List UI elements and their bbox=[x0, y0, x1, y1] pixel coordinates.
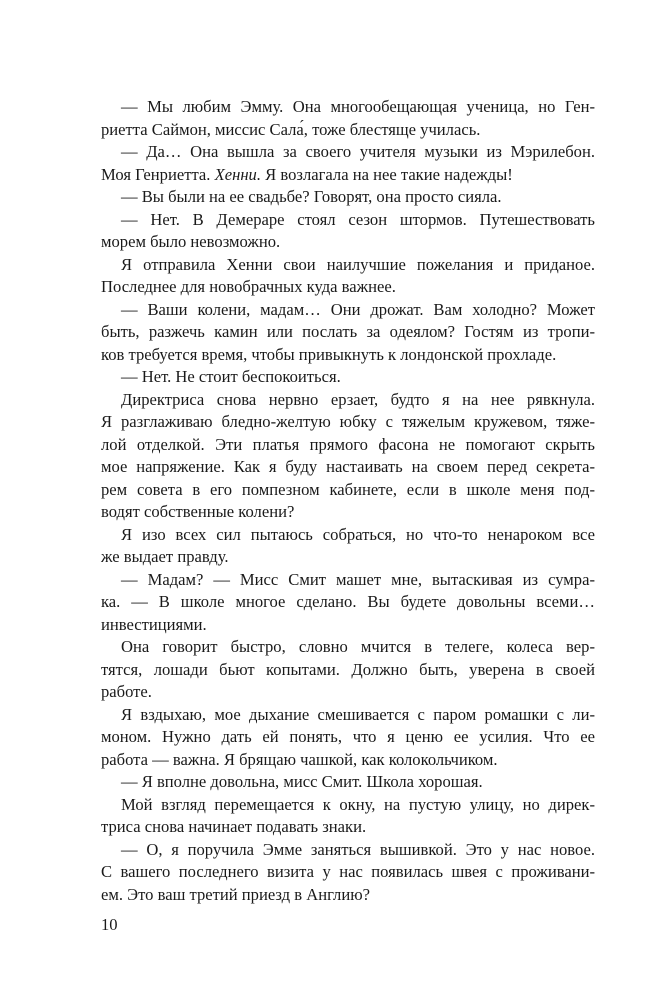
text-line: быть, разжечь камин или послать за одеялом? Гостям из тропи- bbox=[101, 322, 595, 341]
text-line: Я вздыхаю, мое дыхание смешивается с паром ромашки с ли- bbox=[121, 704, 595, 724]
text-line: лой отделкой. Эти платья прямого фасона не помогают скрыть bbox=[101, 434, 595, 454]
text-line: работа — важна. Я брящаю чашкой, как колокольчиком. bbox=[101, 749, 498, 769]
text-run: Моя Генриетта. bbox=[101, 164, 215, 184]
body-text bbox=[101, 96, 595, 906]
text-line: мое напряжение. Как я буду настаивать на своем перед секрета- bbox=[101, 457, 595, 476]
text-line: — Нет. В Демераре стоял сезон штормов. Путешествовать bbox=[121, 209, 595, 229]
text-line: работе. bbox=[101, 682, 152, 701]
text-line: Я разглаживаю бледно-желтую юбку с тяжелым кружевом, тяже- bbox=[101, 412, 595, 431]
text-line: Директриса снова нервно ерзает, будто я на нее рявкнула. bbox=[121, 389, 595, 409]
text-line: ка. — В школе многое сделано. Вы будете довольны всеми… bbox=[101, 592, 595, 611]
text-line: Я изо всех сил пытаюсь собраться, но что-то ненароком все bbox=[121, 524, 595, 544]
text-line: — О, я поручила Эмме заняться вышивкой. Это у нас новое. bbox=[121, 839, 595, 859]
italic-run: Хенни. bbox=[214, 164, 262, 184]
text-line: рем совета в его помпезном кабинете, если в школе меня под- bbox=[101, 479, 595, 499]
text-line: морем было невозможно. bbox=[101, 232, 281, 251]
page-number: 10 bbox=[101, 915, 118, 934]
text-line: ков требуется время, чтобы привыкнуть к лондонской прохладе. bbox=[101, 344, 557, 364]
text-line: Последнее для новобрачных куда важнее. bbox=[101, 277, 396, 296]
text-line: — Вы были на ее свадьбе? Говорят, она просто сияла. bbox=[121, 187, 502, 206]
text-line: инвестициями. bbox=[101, 614, 207, 634]
text-line bbox=[101, 164, 595, 187]
text-line: ем. Это ваш третий приезд в Англию? bbox=[101, 884, 370, 904]
text-line: С вашего последнего визита у нас появилась швея с проживани- bbox=[101, 862, 595, 881]
text-line: Я отправила Хенни свои наилучшие пожелания и приданое. bbox=[121, 254, 595, 274]
text-line: — Мы любим Эмму. Она многообещающая ученица, но Ген- bbox=[121, 97, 595, 116]
text-line: тятся, лошади бьют копытами. Должно быть, уверена в своей bbox=[101, 659, 595, 679]
text-line: — Нет. Не стоит беспокоиться. bbox=[121, 367, 341, 386]
text-line: водят собственные колени? bbox=[101, 502, 295, 521]
text-line: Она говорит быстро, словно мчится в телеге, колеса вер- bbox=[121, 637, 595, 656]
text-line: же выдает правду. bbox=[101, 547, 229, 566]
text-line: — Я вполне довольна, мисс Смит. Школа хорошая. bbox=[121, 772, 483, 791]
text-line: моном. Нужно дать ей понять, что я ценю ее усилия. Что ее bbox=[101, 727, 595, 746]
text-line: — Ваши колени, мадам… Они дрожат. Вам холодно? Может bbox=[121, 299, 595, 319]
text-line: — Да… Она вышла за своего учителя музыки из Мэрилебон. bbox=[121, 142, 595, 161]
text-line: Мой взгляд перемещается к окну, на пустую улицу, но дирек- bbox=[121, 794, 595, 814]
text-line: триса снова начинает подавать знаки. bbox=[101, 817, 367, 836]
text-line: — Мадам? — Мисс Смит машет мне, вытаскивая из сумра- bbox=[121, 569, 595, 589]
text-line: риетта Саймон, миссис Сала́, тоже блестяще училась. bbox=[101, 119, 481, 139]
text-run: Я возлагала на нее такие надежды! bbox=[261, 164, 513, 184]
